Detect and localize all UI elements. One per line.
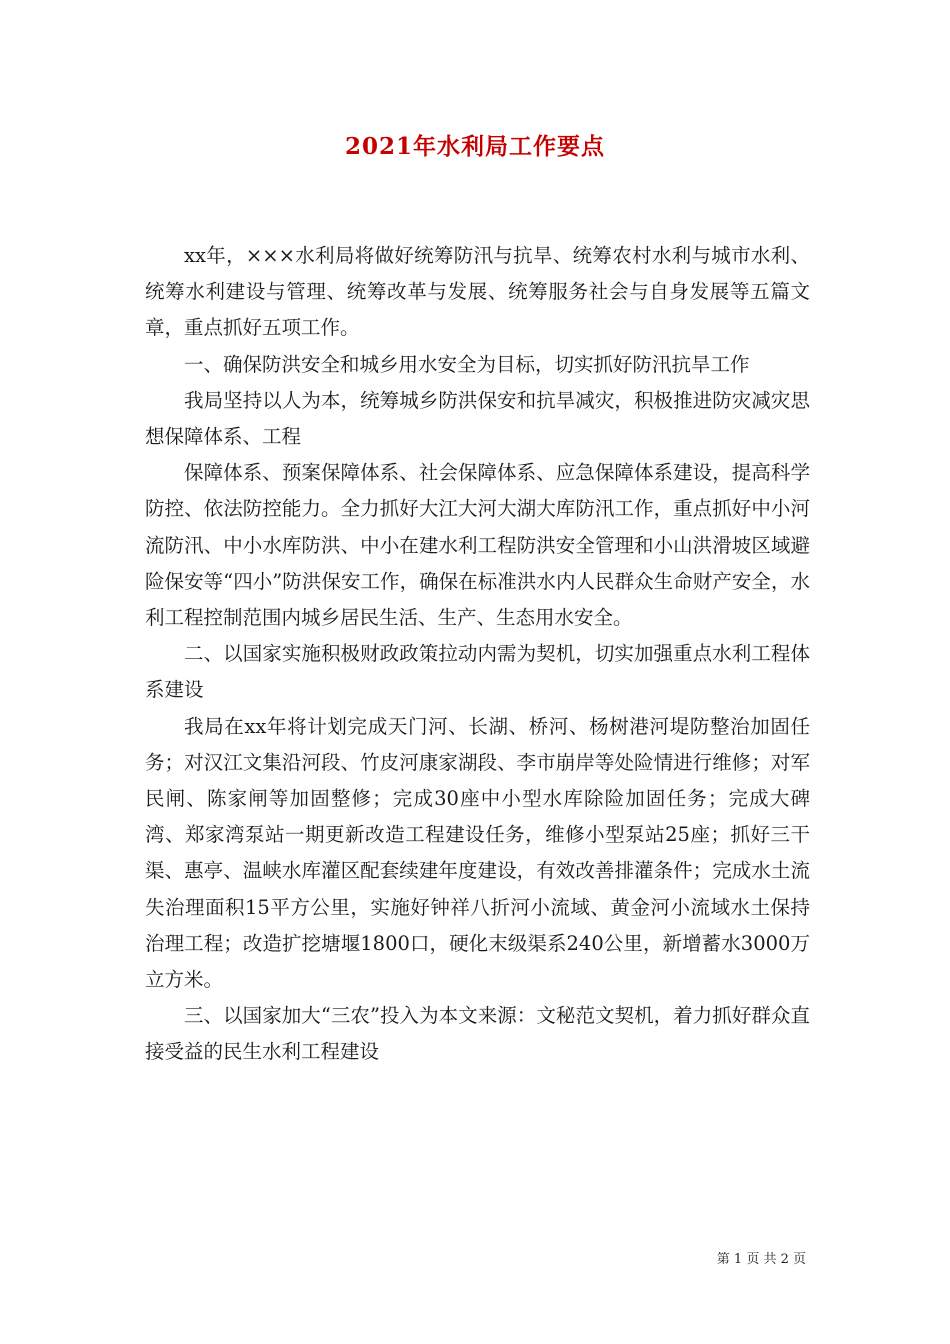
paragraph-section-1b: 保障体系、预案保障体系、社会保障体系、应急保障体系建设，提高科学防控、依法防控能力。全力抓好大江大河大湖大库防汛工作，重点抓好中小河流防汛、中小水库防洪、中小在建水利工程防洪安全管理和小山洪滑坡区域避险保安等“四小”防洪保安工作，确保在标准洪水内人民群众生命财产安全，水利工程控制范围内城乡居民生活、生产、生态用水安全。	[145, 461, 810, 630]
paragraph-section-2: 我局在xx年将计划完成天门河、长湖、桥河、杨树港河堤防整治加固任务；对汉江文集沿河段、竹皮河康家湖段、李市崩岸等处险情进行维修；对军民闸、陈家闸等加固整修；完成30座中小型水库除险加固任务；完成大碑湾、郑家湾泵站一期更新改造工程建设任务，维修小型泵站25座；抓好三干渠、惠亭、温峡水库灌区配套续建年度建设，有效改善排灌条件；完成水土流失治理面积15平方公里，实施好钟祥八折河小流域、黄金河小流域水土保持治理工程；改造扩挖塘堰1800口，硬化末级渠系240公里，新增蓄水3000万立方米。	[145, 714, 810, 992]
page-number: 第 1 页 共 2 页	[716, 1252, 806, 1267]
document-title: 2021年水利局工作要点	[344, 133, 605, 160]
section-heading-3: 三、以国家加大“三农”投入为本文来源：文秘范文契机，着力抓好群众直接受益的民生水利工程建设	[145, 1004, 810, 1064]
paragraph-section-1a: 我局坚持以人为本，统筹城乡防洪保安和抗旱减灾，积极推进防灾减灾思想保障体系、工程	[145, 388, 810, 449]
section-heading-1: 一、确保防洪安全和城乡用水安全为目标，切实抓好防汛抗旱工作	[184, 352, 750, 376]
paragraph-intro: xx年，×××水利局将做好统筹防汛与抗旱、统筹农村水利与城市水利、统筹水利建设与管理、统筹改革与发展、统筹服务社会与自身发展等五篇文章，重点抓好五项工作。	[145, 244, 810, 340]
section-heading-2: 二、以国家实施积极财政政策拉动内需为契机，切实加强重点水利工程体系建设	[145, 642, 810, 702]
document-body	[145, 238, 810, 1071]
